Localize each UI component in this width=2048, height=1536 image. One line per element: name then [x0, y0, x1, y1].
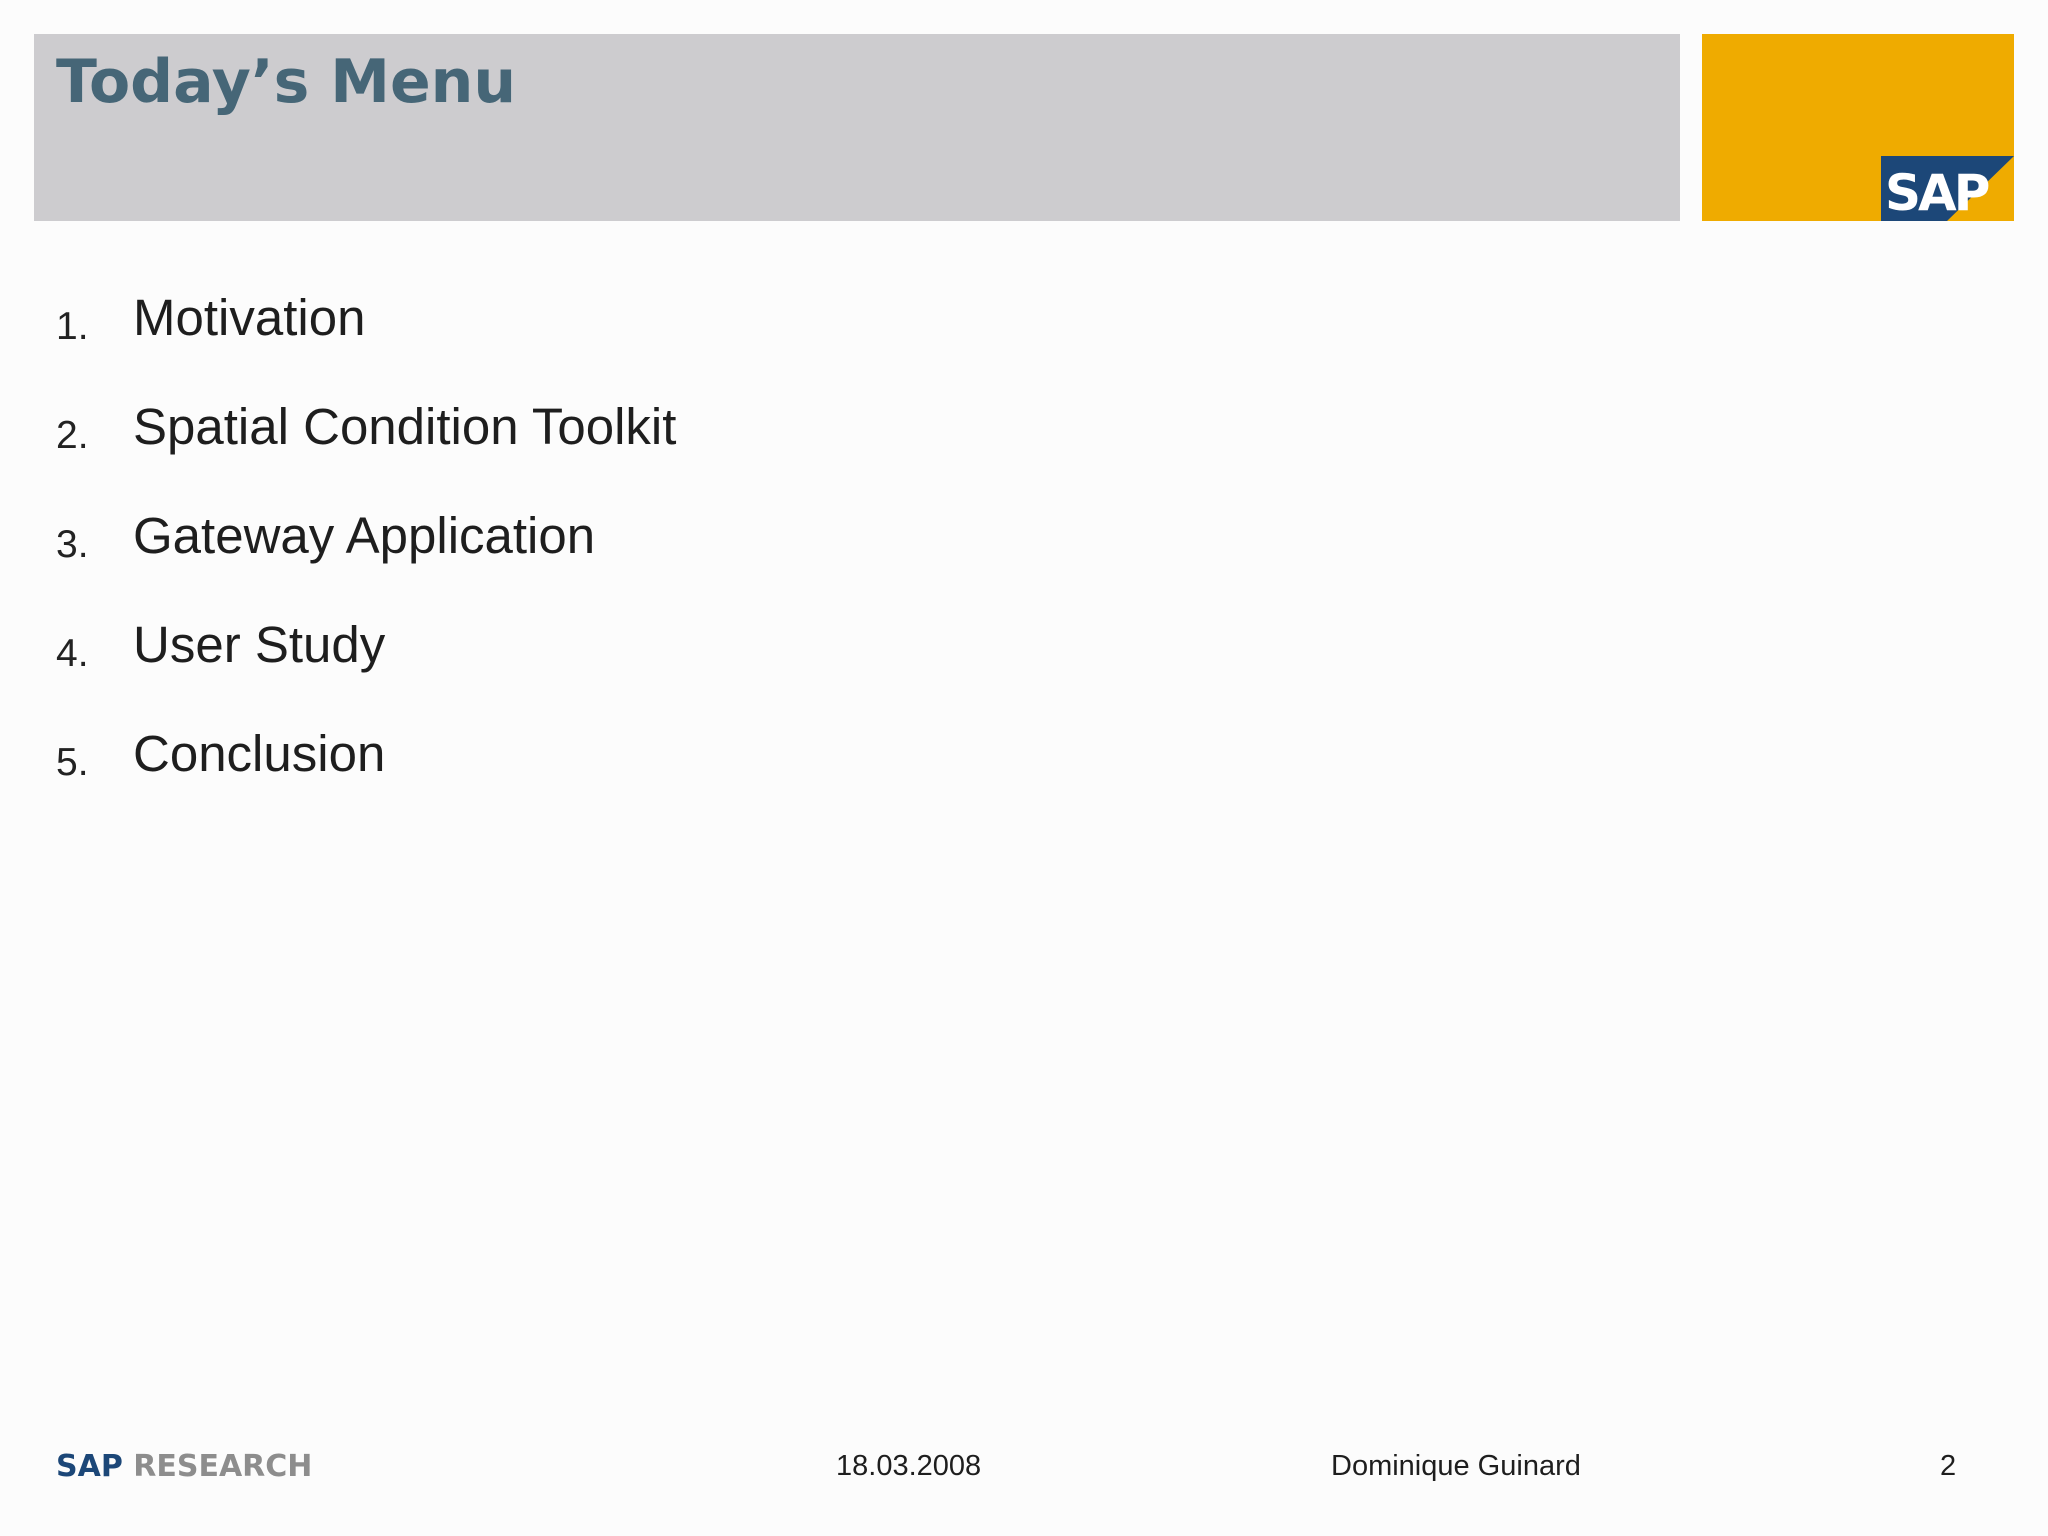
- footer-brand-secondary: RESEARCH: [133, 1449, 313, 1484]
- agenda-item-label: Gateway Application: [133, 507, 596, 564]
- slide-title: Today’s Menu: [56, 47, 517, 117]
- title-band: [34, 34, 1680, 221]
- sap-logo-icon: [1881, 156, 2014, 221]
- agenda-item-label: User Study: [133, 616, 386, 673]
- footer-brand-primary: SAP: [56, 1449, 123, 1484]
- agenda-item-number: 1.: [56, 305, 89, 348]
- agenda-item-number: 3.: [56, 523, 89, 566]
- footer-page-number: 2: [1940, 1450, 1957, 1482]
- svg-text:SAP: SAP: [1885, 164, 1988, 221]
- agenda-item-number: 5.: [56, 741, 89, 784]
- footer-date: 18.03.2008: [836, 1450, 982, 1482]
- agenda-item-label: Conclusion: [133, 725, 386, 782]
- sap-logo-block: [1702, 34, 2014, 221]
- agenda-item-label: Motivation: [133, 289, 366, 346]
- agenda-item-number: 2.: [56, 414, 89, 457]
- agenda-item-label: Spatial Condition Toolkit: [133, 398, 677, 455]
- agenda-item-number: 4.: [56, 632, 89, 675]
- footer-author: Dominique Guinard: [1331, 1450, 1581, 1482]
- footer-brand-logo: [56, 1449, 313, 1484]
